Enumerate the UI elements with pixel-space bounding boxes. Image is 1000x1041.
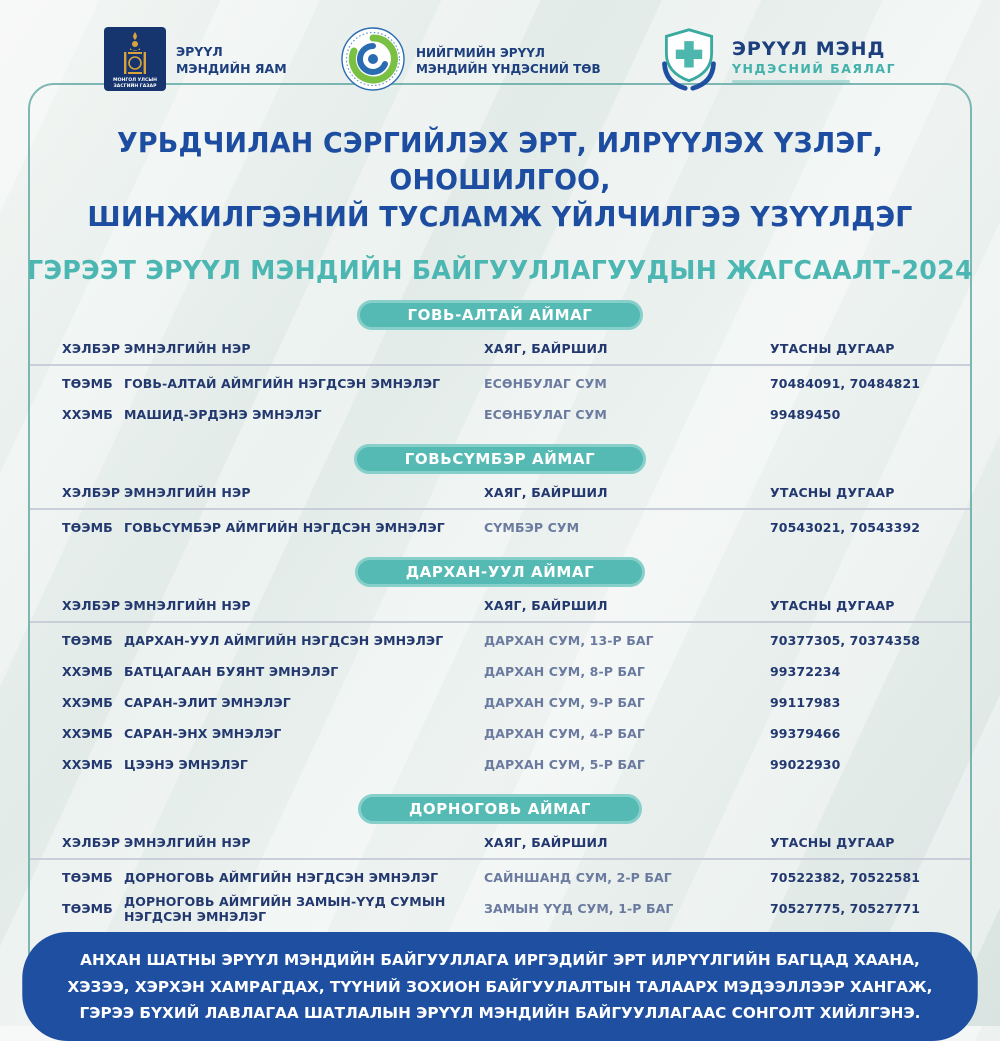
- logo-row: [0, 26, 1000, 96]
- table-row: [30, 368, 970, 399]
- table-header-row: [30, 338, 970, 358]
- cell-address: ДАРХАН СУМ, 5-Р БАГ: [484, 757, 645, 773]
- table-row: [30, 656, 970, 687]
- cell-hospital-name: САРАН-ЭНХ ЭМНЭЛЭГ: [124, 726, 282, 742]
- cell-address: ЕСӨНБУЛАГ СУМ: [484, 407, 607, 423]
- cell-hospital-name: САРАН-ЭЛИТ ЭМНЭЛЭГ: [124, 695, 291, 711]
- cell-phone: 99379466: [770, 726, 841, 742]
- public-health-center-icon: [340, 26, 406, 96]
- cell-phone: 70527775, 70527771: [770, 901, 921, 917]
- health-shield-hands-icon: [656, 26, 722, 96]
- sections: [0, 300, 1000, 924]
- cell-hospital-name: ДОРНОГОВЬ АЙМГИЙН ЗАМЫН-ҮҮД СУМЫН НЭГДСЭН ЭМНЭЛЭГ: [124, 893, 446, 924]
- cell-type: ХХЭМБ: [62, 726, 113, 742]
- header-col-type: ХЭЛБЭР: [62, 834, 121, 850]
- cell-type: ТӨЭМБ: [62, 520, 113, 536]
- aimag-header-pill: ГОВЬ-АЛТАЙ АЙМАГ: [357, 300, 644, 330]
- health-wealth-logo-group: [656, 26, 896, 96]
- header-col-address: ХАЯГ, БАЙРШИЛ: [484, 834, 608, 850]
- cell-address: ЗАМЫН ҮҮД СУМ, 1-Р БАГ: [484, 901, 674, 917]
- header-divider: [30, 364, 970, 366]
- header-col-type: ХЭЛБЭР: [62, 597, 121, 613]
- mongolia-state-emblem-icon: [104, 27, 166, 95]
- cell-type: ХХЭМБ: [62, 757, 113, 773]
- table-row: [30, 718, 970, 749]
- cell-phone: 99372234: [770, 664, 841, 680]
- table-row: [30, 893, 970, 924]
- header-col-name: ЭМНЭЛГИЙН НЭР: [124, 340, 251, 356]
- cell-type: ХХЭМБ: [62, 664, 113, 680]
- table-row: [30, 625, 970, 656]
- ministry-of-health-label: ЭРҮҮЛ МЭНДИЙН ЯАМ: [175, 44, 287, 76]
- header-col-phone: УТАСНЫ ДУГААР: [770, 484, 895, 500]
- cell-phone: 99489450: [770, 407, 841, 423]
- cell-hospital-name: ДАРХАН-УУЛ АЙМГИЙН НЭГДСЭН ЭМНЭЛЭГ: [124, 633, 444, 649]
- header-col-type: ХЭЛБЭР: [62, 484, 121, 500]
- header-col-address: ХАЯГ, БАЙРШИЛ: [484, 340, 608, 356]
- cell-address: ЕСӨНБУЛАГ СУМ: [484, 376, 607, 392]
- header-col-name: ЭМНЭЛГИЙН НЭР: [124, 834, 251, 850]
- cell-phone: 70484091, 70484821: [770, 376, 921, 392]
- svg-text:МОНГОЛ УЛСЫН: МОНГОЛ УЛСЫН: [113, 78, 157, 83]
- health-wealth-subtitle: ҮНДЭСНИЙ БАЯЛАГ: [731, 61, 897, 77]
- cell-type: ТӨЭМБ: [62, 376, 113, 392]
- svg-text:ЗАСГИЙН ГАЗАР: ЗАСГИЙН ГАЗАР: [113, 84, 157, 89]
- cell-hospital-name: МАШИД-ЭРДЭНЭ ЭМНЭЛЭГ: [124, 407, 322, 423]
- cell-hospital-name: БАТЦАГААН БУЯНТ ЭМНЭЛЭГ: [124, 664, 339, 680]
- table-row: [30, 749, 970, 780]
- cell-address: ДАРХАН СУМ, 4-Р БАГ: [484, 726, 645, 742]
- ncph-logo-group: [340, 26, 604, 96]
- header-col-phone: УТАСНЫ ДУГААР: [770, 834, 895, 850]
- table-row: [30, 512, 970, 543]
- table-row: [30, 687, 970, 718]
- aimag-section: [30, 557, 970, 780]
- cell-phone: 99117983: [770, 695, 841, 711]
- aimag-section: [30, 300, 970, 430]
- cell-hospital-name: ГОВЬСҮМБЭР АЙМГИЙН НЭГДСЭН ЭМНЭЛЭГ: [124, 520, 445, 536]
- header-col-type: ХЭЛБЭР: [62, 340, 121, 356]
- aimag-header-pill: ДАРХАН-УУЛ АЙМАГ: [355, 557, 646, 587]
- page-subtitle: ГЭРЭЭТ ЭРҮҮЛ МЭНДИЙН БАЙГУУЛЛАГУУДЫН ЖАГСААЛТ-2024: [27, 256, 973, 287]
- cell-type: ХХЭМБ: [62, 695, 113, 711]
- table-header-row: [30, 595, 970, 615]
- table-header-row: [30, 482, 970, 502]
- health-wealth-tagline-line: [732, 80, 850, 83]
- government-logo-group: [104, 27, 288, 95]
- cell-hospital-name: ГОВЬ-АЛТАЙ АЙМГИЙН НЭГДСЭН ЭМНЭЛЭГ: [124, 376, 441, 392]
- header-divider: [30, 621, 970, 623]
- table-row: [30, 399, 970, 430]
- cell-type: ТӨЭМБ: [62, 901, 113, 917]
- aimag-header-pill: ДОРНОГОВЬ АЙМАГ: [358, 794, 642, 824]
- health-wealth-title: ЭРҮҮЛ МЭНД: [731, 38, 886, 61]
- cell-phone: 99022930: [770, 757, 841, 773]
- cell-phone: 70543021, 70543392: [770, 520, 921, 536]
- page-title: [0, 124, 1000, 235]
- cell-hospital-name: ЦЭЭНЭ ЭМНЭЛЭГ: [124, 757, 248, 773]
- cell-address: СҮМБЭР СУМ: [484, 520, 580, 536]
- header-divider: [30, 858, 970, 860]
- page-title-line1: УРЬДЧИЛАН СЭРГИЙЛЭХ ЭРТ, ИЛРҮҮЛЭХ ҮЗЛЭГ, ОНОШИЛГОО,: [116, 126, 884, 196]
- cell-hospital-name: ДОРНОГОВЬ АЙМГИЙН НЭГДСЭН ЭМНЭЛЭГ: [124, 870, 439, 886]
- table-header-row: [30, 832, 970, 852]
- cell-type: ТӨЭМБ: [62, 870, 113, 886]
- footer-notice: АНХАН ШАТНЫ ЭРҮҮЛ МЭНДИЙН БАЙГУУЛЛАГА ИРГЭДИЙГ ЭРТ ИЛРҮҮЛГИЙН БАГЦАД ХААНА, ХЭЗЭЭ, ХЭРХЭН ХАМРАГДАХ, ТҮҮНИЙ ЗОХИОН БАЙГУУЛАЛТЫН ТАЛААРХ МЭДЭЭЛЛЭЭР ХАНГАЖ, ГЭРЭЭ БҮХИЙ ЛАВЛАГАА ШАТЛАЛЫН ЭРҮҮЛ МЭНДИЙН БАЙГУУЛЛАГААС СОНГОЛТ ХИЙЛГЭНЭ.: [22, 932, 977, 1041]
- header-col-address: ХАЯГ, БАЙРШИЛ: [484, 597, 608, 613]
- cell-type: ТӨЭМБ: [62, 633, 113, 649]
- cell-address: САЙНШАНД СУМ, 2-Р БАГ: [484, 870, 672, 886]
- header-divider: [30, 508, 970, 510]
- cell-phone: 70377305, 70374358: [770, 633, 921, 649]
- aimag-section: [30, 794, 970, 924]
- header-col-name: ЭМНЭЛГИЙН НЭР: [124, 484, 251, 500]
- cell-address: ДАРХАН СУМ, 8-Р БАГ: [484, 664, 645, 680]
- aimag-header-pill: ГОВЬСҮМБЭР АЙМАГ: [354, 444, 647, 474]
- cell-address: ДАРХАН СУМ, 9-Р БАГ: [484, 695, 645, 711]
- header-col-address: ХАЯГ, БАЙРШИЛ: [484, 484, 608, 500]
- cell-address: ДАРХАН СУМ, 13-Р БАГ: [484, 633, 654, 649]
- header-col-name: ЭМНЭЛГИЙН НЭР: [124, 597, 251, 613]
- page-title-line2: ШИНЖИЛГЭЭНИЙ ТУСЛАМЖ ҮЙЛЧИЛГЭЭ ҮЗҮҮЛДЭГ: [87, 200, 913, 233]
- table-row: [30, 862, 970, 893]
- aimag-section: [30, 444, 970, 543]
- cell-phone: 70522382, 70522581: [770, 870, 921, 886]
- cell-type: ХХЭМБ: [62, 407, 113, 423]
- header-col-phone: УТАСНЫ ДУГААР: [770, 340, 895, 356]
- header-col-phone: УТАСНЫ ДУГААР: [770, 597, 895, 613]
- public-health-center-label: НИЙГМИЙН ЭРҮҮЛ МЭНДИЙН ҮНДЭСНИЙ ТӨВ: [415, 45, 601, 76]
